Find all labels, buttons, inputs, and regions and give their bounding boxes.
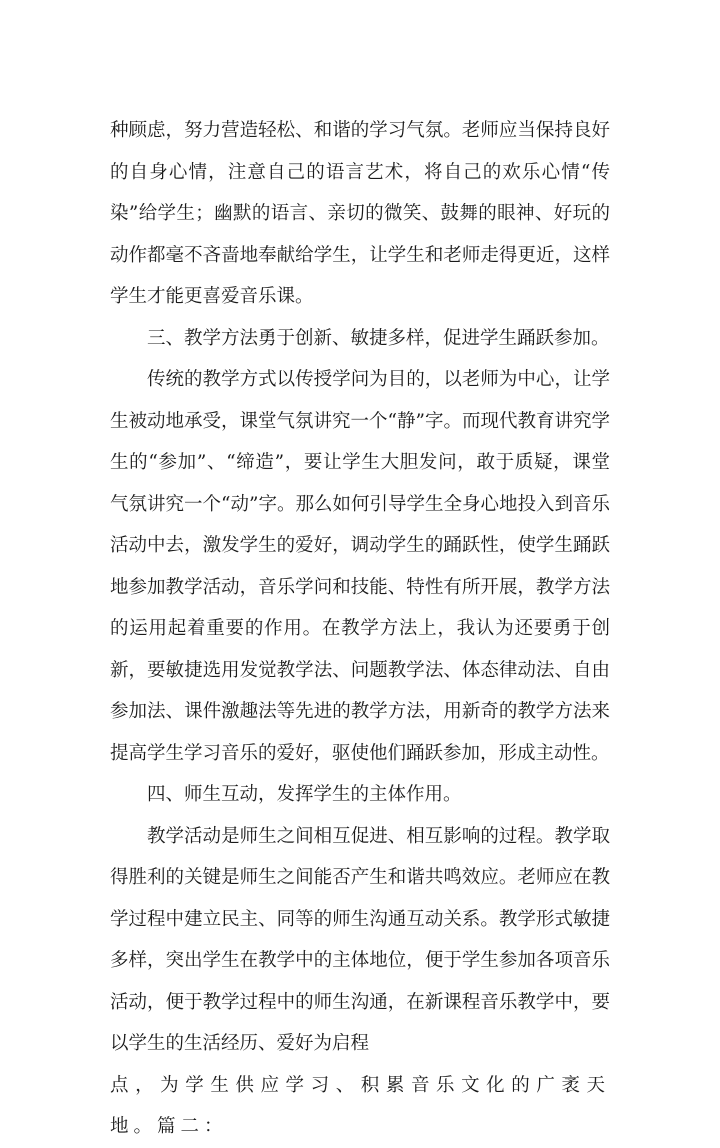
section-heading-3: 三、教学方法勇于创新、敏捷多样，促进学生踊跃参加。	[147, 327, 610, 349]
paragraph-final-line: 点，为学生供应学习、积累音乐文化的广袤天地。篇二：	[110, 1074, 610, 1137]
paragraph-teacher-student-interaction: 教学活动是师生之间相互促进、相互影响的过程。教学取得胜利的关键是师生之间能否产生和谐共鸣效应。老师应在教学过程中建立民主、同等的师生沟通互动关系。教学形式敏捷多样，突出学生在教学中的主体地位，便于学生参加各项音乐活动，便于教学过程中的师生沟通，在新课程音乐教学中，要以学生的生活经历、爱好为启程	[110, 825, 610, 1054]
section-heading-4: 四、师生互动，发挥学生的主体作用。	[147, 784, 462, 805]
paragraph-teaching-methods: 传统的教学方式以传授学问为目的，以老师为中心，让学生被动地承受，课堂气氛讲究一个“静”字。而现代教育讲究学生的“参加”、“缔造”，要让学生大胆发问，敢于质疑，课堂气氛讲究一个“动”字。那么如何引导学生全身心地投入到音乐活动中去，激发学生的爱好，调动学生的踊跃性，使学生踊跃地参加教学活动，音乐学问和技能、特性有所开展，教学方法的运用起着重要的作用。在教学方法上，我认为还要勇于创新，要敏捷选用发觉教学法、问题教学法、体态律动法、自由参加法、课件激趣法等先进的教学方法，用新奇的教学方法来提高学生学习音乐的爱好，驱使他们踊跃参加，形成主动性。	[110, 369, 610, 764]
paragraph-continuation: 种顾虑，努力营造轻松、和谐的学习气氛。老师应当保持良好的自身心情，注意自己的语言艺术，将自己的欢乐心情“传染”给学生；幽默的语言、亲切的微笑、鼓舞的眼神、好玩的动作都毫不吝啬地奉献给学生，让学生和老师走得更近，这样学生才能更喜爱音乐课。	[110, 120, 610, 307]
